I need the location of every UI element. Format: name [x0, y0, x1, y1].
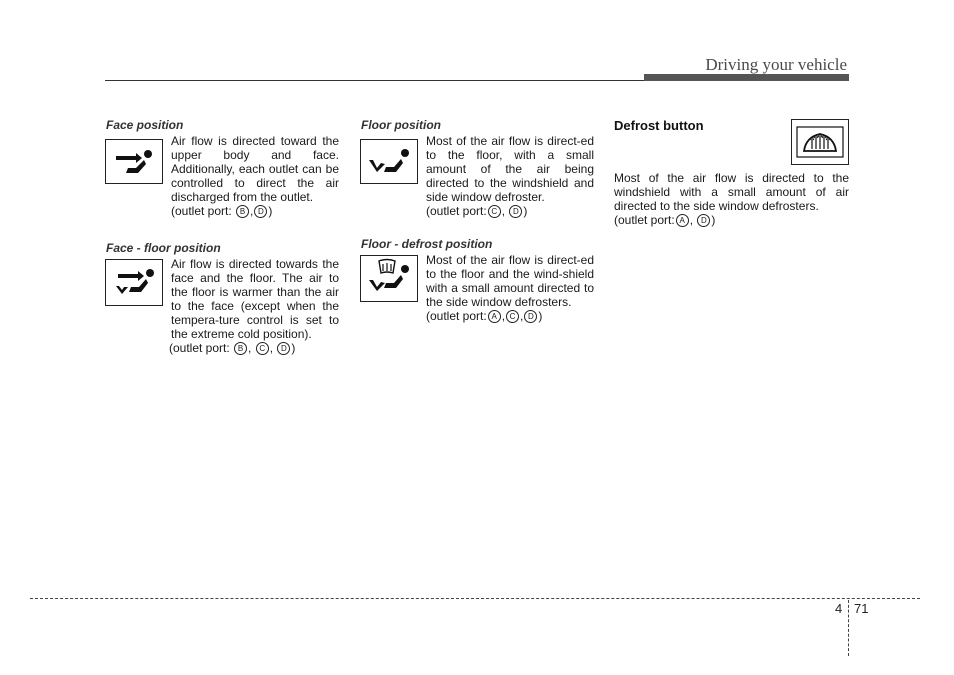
face-floor-position-title: Face - floor position — [106, 241, 221, 255]
port-a: A — [488, 310, 501, 323]
outlet-suffix: ) — [523, 204, 528, 218]
defrost-button-title: Defrost button — [614, 118, 704, 133]
port-c: C — [256, 342, 269, 355]
floor-position-outlet: (outlet port: C , D ) — [426, 204, 528, 218]
person-floor-defrost-airflow-icon — [361, 256, 417, 301]
face-position-title: Face position — [106, 118, 184, 132]
person-floor-airflow-icon — [361, 140, 417, 183]
floor-defrost-position-outlet: (outlet port: A , C , D ) — [426, 309, 543, 323]
face-floor-position-icon-box — [105, 259, 163, 306]
header-rule — [105, 80, 645, 81]
port-d: D — [254, 205, 267, 218]
outlet-suffix: ) — [268, 204, 273, 218]
outlet-suffix: ) — [291, 341, 296, 355]
page-header-title: Driving your vehicle — [705, 55, 847, 74]
outlet-prefix: (outlet port: — [426, 309, 487, 323]
port-b: B — [234, 342, 247, 355]
face-position-body: Air flow is directed toward the upper body and face. Additionally, each outlet can be controlled to direct the air discharged from the outlet. — [171, 134, 339, 204]
port-b: B — [236, 205, 249, 218]
port-d: D — [277, 342, 290, 355]
face-position-icon-box — [105, 139, 163, 184]
face-floor-position-outlet: (outlet port: B , C , D ) — [169, 341, 296, 355]
floor-defrost-position-body: Most of the air flow is direct-ed to the floor and the wind-shield with a small amount directed to the side window defrosters. — [426, 253, 594, 309]
defrost-button-outlet: (outlet port: A , D ) — [614, 213, 716, 227]
face-floor-position-text — [171, 257, 339, 355]
floor-position-icon-box — [360, 139, 418, 184]
floor-position-text — [426, 134, 594, 218]
outlet-prefix: (outlet port: — [171, 204, 232, 218]
person-face-airflow-icon — [106, 140, 162, 183]
outlet-prefix: (outlet port: — [169, 341, 230, 355]
floor-defrost-position-title: Floor - defrost position — [361, 237, 493, 251]
footer-rule — [30, 598, 920, 599]
outlet-prefix: (outlet port: — [426, 204, 487, 218]
outlet-prefix: (outlet port: — [614, 213, 675, 227]
face-position-text — [171, 134, 339, 218]
face-position-outlet: (outlet port: B , D ) — [171, 204, 273, 218]
outlet-suffix: ) — [711, 213, 716, 227]
outlet-suffix: ) — [538, 309, 543, 323]
port-d: D — [509, 205, 522, 218]
port-c: C — [506, 310, 519, 323]
chapter-number: 4 — [835, 601, 843, 616]
port-a: A — [676, 214, 689, 227]
defrost-button-text — [614, 171, 849, 227]
footer-divider — [848, 600, 849, 656]
windshield-defrost-icon — [792, 120, 848, 164]
page-number: 71 — [854, 601, 869, 616]
face-floor-position-body: Air flow is directed towards the face and the floor. The air to the floor is warmer than the air to the face (except when the tempera-ture control is set to the extreme cold position). — [171, 257, 339, 341]
floor-position-title: Floor position — [361, 118, 441, 132]
defrost-button-body: Most of the air flow is directed to the windshield with a small amount of air directed to the side window defrosters. — [614, 171, 849, 213]
port-c: C — [488, 205, 501, 218]
port-d: D — [524, 310, 537, 323]
person-face-floor-airflow-icon — [106, 260, 162, 305]
defrost-button-icon-box — [791, 119, 849, 165]
floor-defrost-position-text — [426, 253, 594, 323]
floor-defrost-position-icon-box — [360, 255, 418, 302]
port-d: D — [697, 214, 710, 227]
floor-position-body: Most of the air flow is direct-ed to the floor, with a small amount of the air being directed to the windshield and side window defroster. — [426, 134, 594, 204]
header-bar — [644, 74, 849, 81]
